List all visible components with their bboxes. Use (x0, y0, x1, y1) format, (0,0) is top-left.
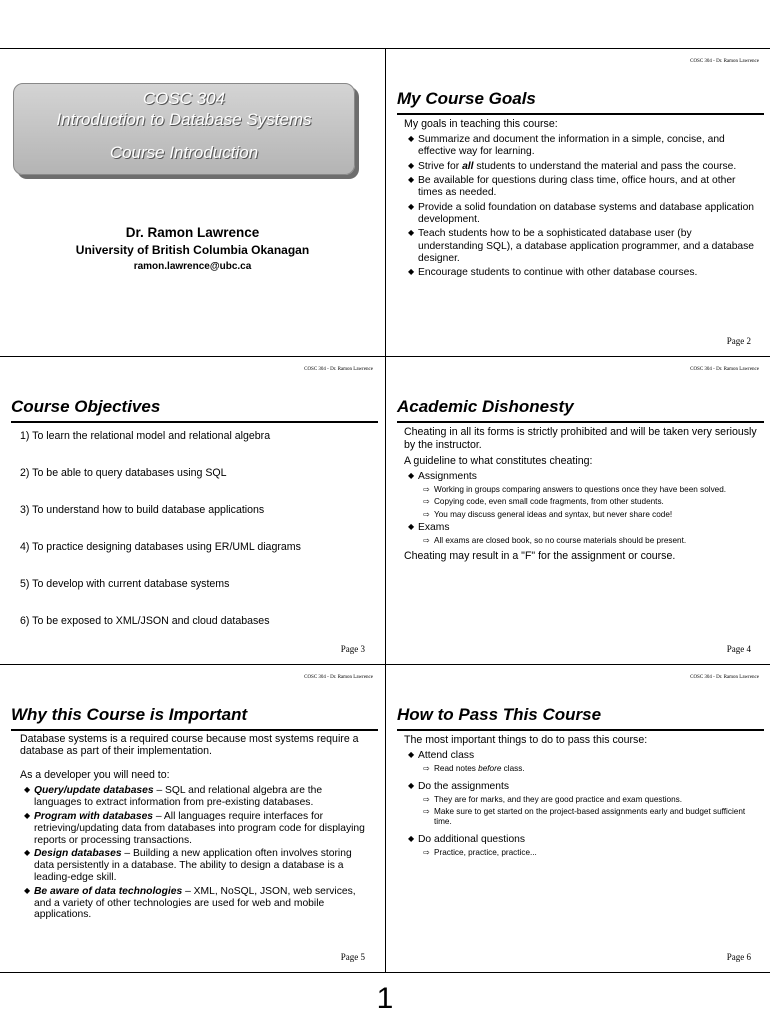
slide-title: My Course Goals (397, 89, 536, 108)
diamond-bullet-icon: ◆ (408, 470, 415, 480)
diamond-bullet-icon: ◆ (408, 228, 415, 238)
goal-item: ◆ Summarize and document the information in a simple, concise, and effective way for learning. (408, 133, 725, 158)
objective-item: 5) To develop with current database systems (20, 577, 230, 590)
questions-item: ◆ Do additional questions (408, 833, 526, 845)
course-code: COSC 304 (142, 89, 226, 108)
diamond-bullet-icon: ◆ (408, 174, 415, 184)
slide-body (404, 734, 757, 860)
author-university: University of British Columbia Okanagan (75, 243, 310, 257)
title-rule (11, 729, 378, 731)
slide-title: Academic Dishonesty (397, 397, 574, 416)
page-label: Page 4 (726, 644, 751, 654)
diamond-bullet-icon: ◆ (408, 267, 415, 277)
title-rule (397, 729, 764, 731)
intro-text: Cheating in all its forms is strictly prohibited and will be taken very seriously by the instructor. (404, 426, 757, 451)
diamond-bullet-icon: ◆ (408, 160, 415, 170)
diamond-bullet-icon: ◆ (24, 848, 31, 858)
lead-text: As a developer you will need to: (20, 769, 170, 782)
skill-item: ◆ Query/update databases – SQL and relational algebra are the languages to extract information from pre-existing databases. (24, 785, 323, 809)
objective-item: 2) To be able to query databases using SQL (20, 466, 227, 479)
diamond-bullet-icon: ◆ (408, 749, 415, 759)
slide-title: Why this Course is Important (11, 705, 248, 724)
slide-header: COSC 304 - Dr. Ramon Lawrence (690, 59, 759, 64)
slide-header: COSC 304 - Dr. Ramon Lawrence (690, 367, 759, 372)
guideline-text: A guideline to what constitutes cheating: (404, 454, 593, 467)
objective-item: 4) To practice designing databases using ER/UML diagrams (20, 540, 301, 553)
skill-item: ◆ Be aware of data technologies – XML, NoSQL, JSON, web services, and a variety of other technologies are used for web and mobile applications. (24, 885, 356, 921)
diamond-bullet-icon: ◆ (408, 833, 415, 843)
goal-item: ◆ Teach students how to be a sophisticated database user (by understanding SQL), a database application programmer, and a database designer. (408, 228, 755, 265)
closing-text: Cheating may result in a "F" for the assignment or course. (404, 550, 676, 563)
page-label: Page 3 (340, 644, 365, 654)
slide-header: COSC 304 - Dr. Ramon Lawrence (304, 367, 373, 372)
arrow-bullet-icon: ⇨ (423, 509, 430, 519)
objective-item: 3) To understand how to build database applications (20, 503, 265, 516)
slide-body (20, 734, 371, 923)
goal-item: ◆ Be available for questions during class time, office hours, and at other times as needed. (408, 174, 736, 199)
intro-text: The most important things to do to pass this course: (404, 734, 648, 746)
slide-4-academic-dishonesty (386, 357, 770, 664)
sub-item: ⇨ Working in groups comparing answers to questions once they have been solved. (423, 485, 727, 495)
goal-item: ◆ Strive for all students to understand the material and pass the course. (408, 160, 737, 172)
slide-header: COSC 304 - Dr. Ramon Lawrence (304, 675, 373, 680)
assignments-item: ◆ Assignments (408, 470, 477, 482)
objective-item: 6) To be exposed to XML/JSON and cloud databases (20, 614, 270, 627)
title-rule (397, 113, 764, 115)
slide-2-course-goals (386, 49, 770, 356)
diamond-bullet-icon: ◆ (24, 885, 31, 895)
sub-item: ⇨ Make sure to get started on the project-based assignments early and budget sufficient time. (423, 807, 746, 827)
sub-item: ⇨ Copying code, even small code fragments, from other students. (423, 497, 664, 507)
intro-text: Database systems is a required course because most systems require a database as part of their implementation. (20, 733, 359, 757)
arrow-bullet-icon: ⇨ (423, 764, 430, 774)
sub-item: ⇨ You may discuss general ideas and syntax, but never share code! (423, 509, 673, 519)
diamond-bullet-icon: ◆ (408, 521, 415, 531)
sub-item: ⇨ Read notes before class. (423, 764, 525, 774)
arrow-bullet-icon: ⇨ (423, 847, 430, 857)
slide-1-title (0, 49, 385, 356)
intro-text: My goals in teaching this course: (404, 118, 558, 130)
page-label: Page 2 (726, 336, 751, 346)
course-subtitle: Course Introduction (109, 143, 259, 162)
assignments-item: ◆ Do the assignments (408, 780, 510, 792)
page-label: Page 6 (726, 952, 751, 962)
diamond-bullet-icon: ◆ (408, 133, 415, 143)
sub-item: ⇨ They are for marks, and they are good practice and exam questions. (423, 794, 683, 804)
course-title-box (13, 83, 355, 175)
diamond-bullet-icon: ◆ (408, 780, 415, 790)
author-name: Dr. Ramon Lawrence (125, 225, 260, 240)
slide-6-how-to-pass (386, 665, 770, 972)
arrow-bullet-icon: ⇨ (423, 794, 430, 804)
skill-item: ◆ Program with databases – All languages require interfaces for retrieving/updating data from databases into program code for displaying reports or processing transactions. (24, 810, 365, 846)
slide-title: How to Pass This Course (397, 705, 602, 724)
slide-body (404, 426, 757, 566)
slide-3-course-objectives (0, 357, 385, 664)
arrow-bullet-icon: ⇨ (423, 807, 430, 817)
exams-item: ◆ Exams (408, 521, 450, 533)
diamond-bullet-icon: ◆ (24, 785, 31, 795)
skill-item: ◆ Design databases – Building a new application often involves storing data persistently in a database. The ability to design a database is a leading-edge skill. (24, 848, 352, 883)
attend-item: ◆ Attend class (408, 749, 475, 761)
goal-item: ◆ Encourage students to continue with other database courses. (408, 267, 698, 279)
arrow-bullet-icon: ⇨ (423, 497, 430, 507)
slide-header: COSC 304 - Dr. Ramon Lawrence (690, 675, 759, 680)
arrow-bullet-icon: ⇨ (423, 485, 430, 495)
slide-title: Course Objectives (11, 397, 161, 416)
slide-body (404, 118, 757, 282)
sub-item: ⇨ All exams are closed book, so no course materials should be present. (423, 536, 687, 546)
slide-body (20, 430, 371, 652)
title-rule (397, 421, 764, 423)
diamond-bullet-icon: ◆ (24, 810, 31, 820)
page-label: Page 5 (340, 952, 365, 962)
handout-page-number: 1 (376, 982, 394, 1015)
arrow-bullet-icon: ⇨ (423, 536, 430, 546)
sub-item: ⇨ Practice, practice, practice... (423, 847, 537, 857)
author-email: ramon.lawrence@ubc.ca (133, 261, 252, 272)
slide-5-why-important (0, 665, 385, 972)
title-rule (11, 421, 378, 423)
diamond-bullet-icon: ◆ (408, 201, 415, 211)
course-name: Introduction to Database Systems (56, 110, 312, 129)
goal-item: ◆ Provide a solid foundation on database systems and database application development. (408, 201, 755, 225)
objective-item: 1) To learn the relational model and relational algebra (20, 430, 271, 442)
